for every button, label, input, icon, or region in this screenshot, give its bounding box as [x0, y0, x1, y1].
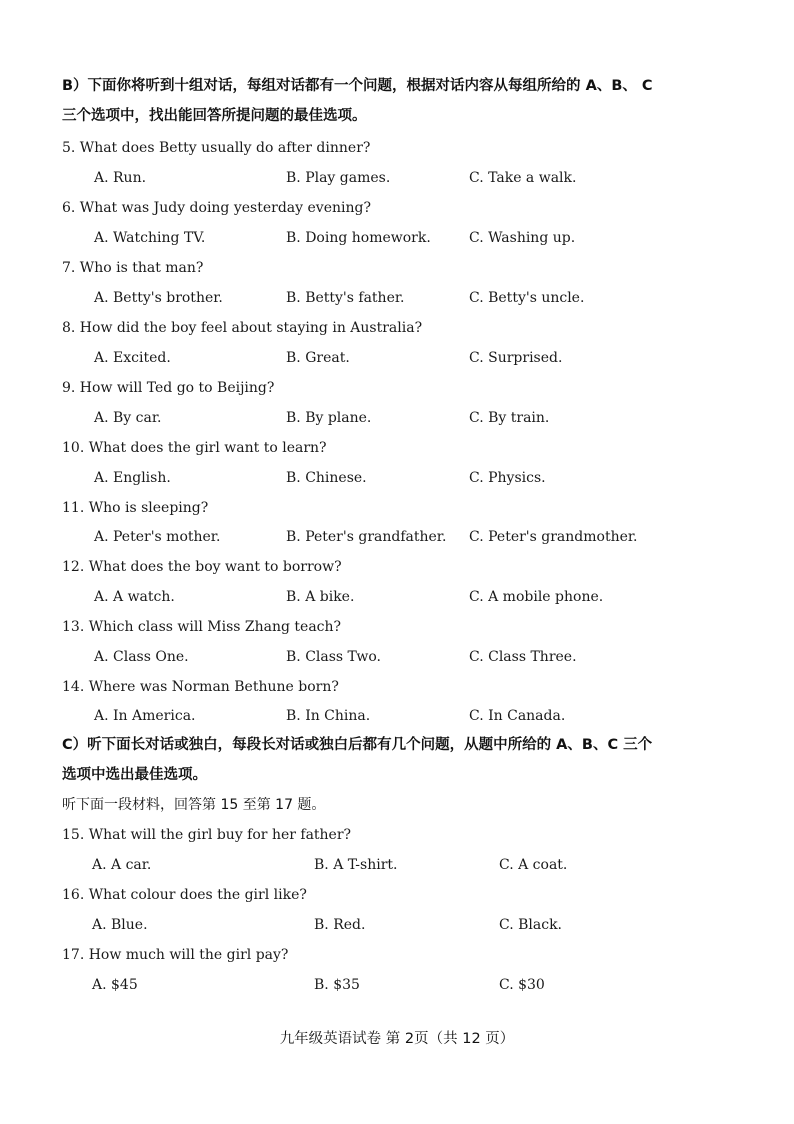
option-b: B. Doing homework.: [286, 230, 431, 246]
option-b: B. Class Two.: [286, 649, 381, 665]
option-b: B. Betty's father.: [286, 290, 405, 306]
section-c-heading-cont: 选项中选出最佳选项。: [62, 767, 207, 783]
option-a: A. By car.: [94, 410, 162, 426]
option-b: B. A bike.: [286, 589, 355, 605]
question-text: 11. Who is sleeping?: [62, 500, 209, 516]
section-c-heading: C）听下面长对话或独白，每段长对话或独白后都有几个问题，从题中所给的 A、B、C 三个: [62, 737, 653, 753]
option-b: B. Red.: [314, 917, 366, 933]
question-text: 15. What will the girl buy for her father?: [62, 827, 352, 843]
option-a: A. Watching TV.: [94, 230, 206, 246]
option-b: B. $35: [314, 977, 360, 993]
option-b: B. Great.: [286, 350, 350, 366]
option-c: C. Black.: [499, 917, 562, 933]
option-a: A. A watch.: [94, 589, 175, 605]
option-a: A. A car.: [92, 857, 152, 873]
option-a: A. Peter's mother.: [94, 529, 221, 545]
question-text: 7. Who is that man?: [62, 260, 204, 276]
question-text: 10. What does the girl want to learn?: [62, 440, 327, 456]
question-text: 5. What does Betty usually do after dinner?: [62, 140, 371, 156]
option-c: C. A coat.: [499, 857, 568, 873]
option-c: C. A mobile phone.: [469, 589, 604, 605]
option-c: C. Take a walk.: [469, 170, 577, 186]
option-c: C. Peter's grandmother.: [469, 529, 638, 545]
question-text: 13. Which class will Miss Zhang teach?: [62, 619, 342, 635]
section-b-heading-cont: 三个选项中，找出能回答所提问题的最佳选项。: [62, 108, 367, 124]
option-c: C. In Canada.: [469, 708, 566, 724]
question-text: 12. What does the boy want to borrow?: [62, 559, 342, 575]
option-a: A. Excited.: [94, 350, 171, 366]
option-b: B. Play games.: [286, 170, 391, 186]
question-text: 8. How did the boy feel about staying in Australia?: [62, 320, 423, 336]
option-c: C. By train.: [469, 410, 550, 426]
question-text: 6. What was Judy doing yesterday evening?: [62, 200, 371, 216]
question-text: 14. Where was Norman Bethune born?: [62, 679, 339, 695]
option-b: B. In China.: [286, 708, 371, 724]
question-text: 17. How much will the girl pay?: [62, 947, 289, 963]
option-b: B. A T-shirt.: [314, 857, 398, 873]
option-c: C. Betty's uncle.: [469, 290, 585, 306]
option-a: A. Betty's brother.: [94, 290, 223, 306]
option-c: C. Class Three.: [469, 649, 577, 665]
page-footer: 九年级英语试卷 第 2页（共 12 页）: [279, 1031, 515, 1047]
material-note: 听下面一段材料，回答第 15 至第 17 题。: [62, 797, 326, 813]
question-text: 16. What colour does the girl like?: [62, 887, 307, 903]
option-b: B. Peter's grandfather.: [286, 529, 447, 545]
option-a: A. In America.: [94, 708, 196, 724]
section-b-heading: B）下面你将听到十组对话，每组对话都有一个问题，根据对话内容从每组所给的 A、B、 C: [62, 78, 653, 94]
option-a: A. Class One.: [94, 649, 189, 665]
option-c: C. Surprised.: [469, 350, 563, 366]
option-b: B. By plane.: [286, 410, 372, 426]
option-a: A. Blue.: [92, 917, 148, 933]
option-b: B. Chinese.: [286, 470, 367, 486]
option-c: C. Physics.: [469, 470, 546, 486]
question-text: 9. How will Ted go to Beijing?: [62, 380, 275, 396]
option-a: A. Run.: [94, 170, 147, 186]
option-c: C. Washing up.: [469, 230, 576, 246]
option-a: A. $45: [92, 977, 138, 993]
option-c: C. $30: [499, 977, 545, 993]
option-a: A. English.: [94, 470, 171, 486]
